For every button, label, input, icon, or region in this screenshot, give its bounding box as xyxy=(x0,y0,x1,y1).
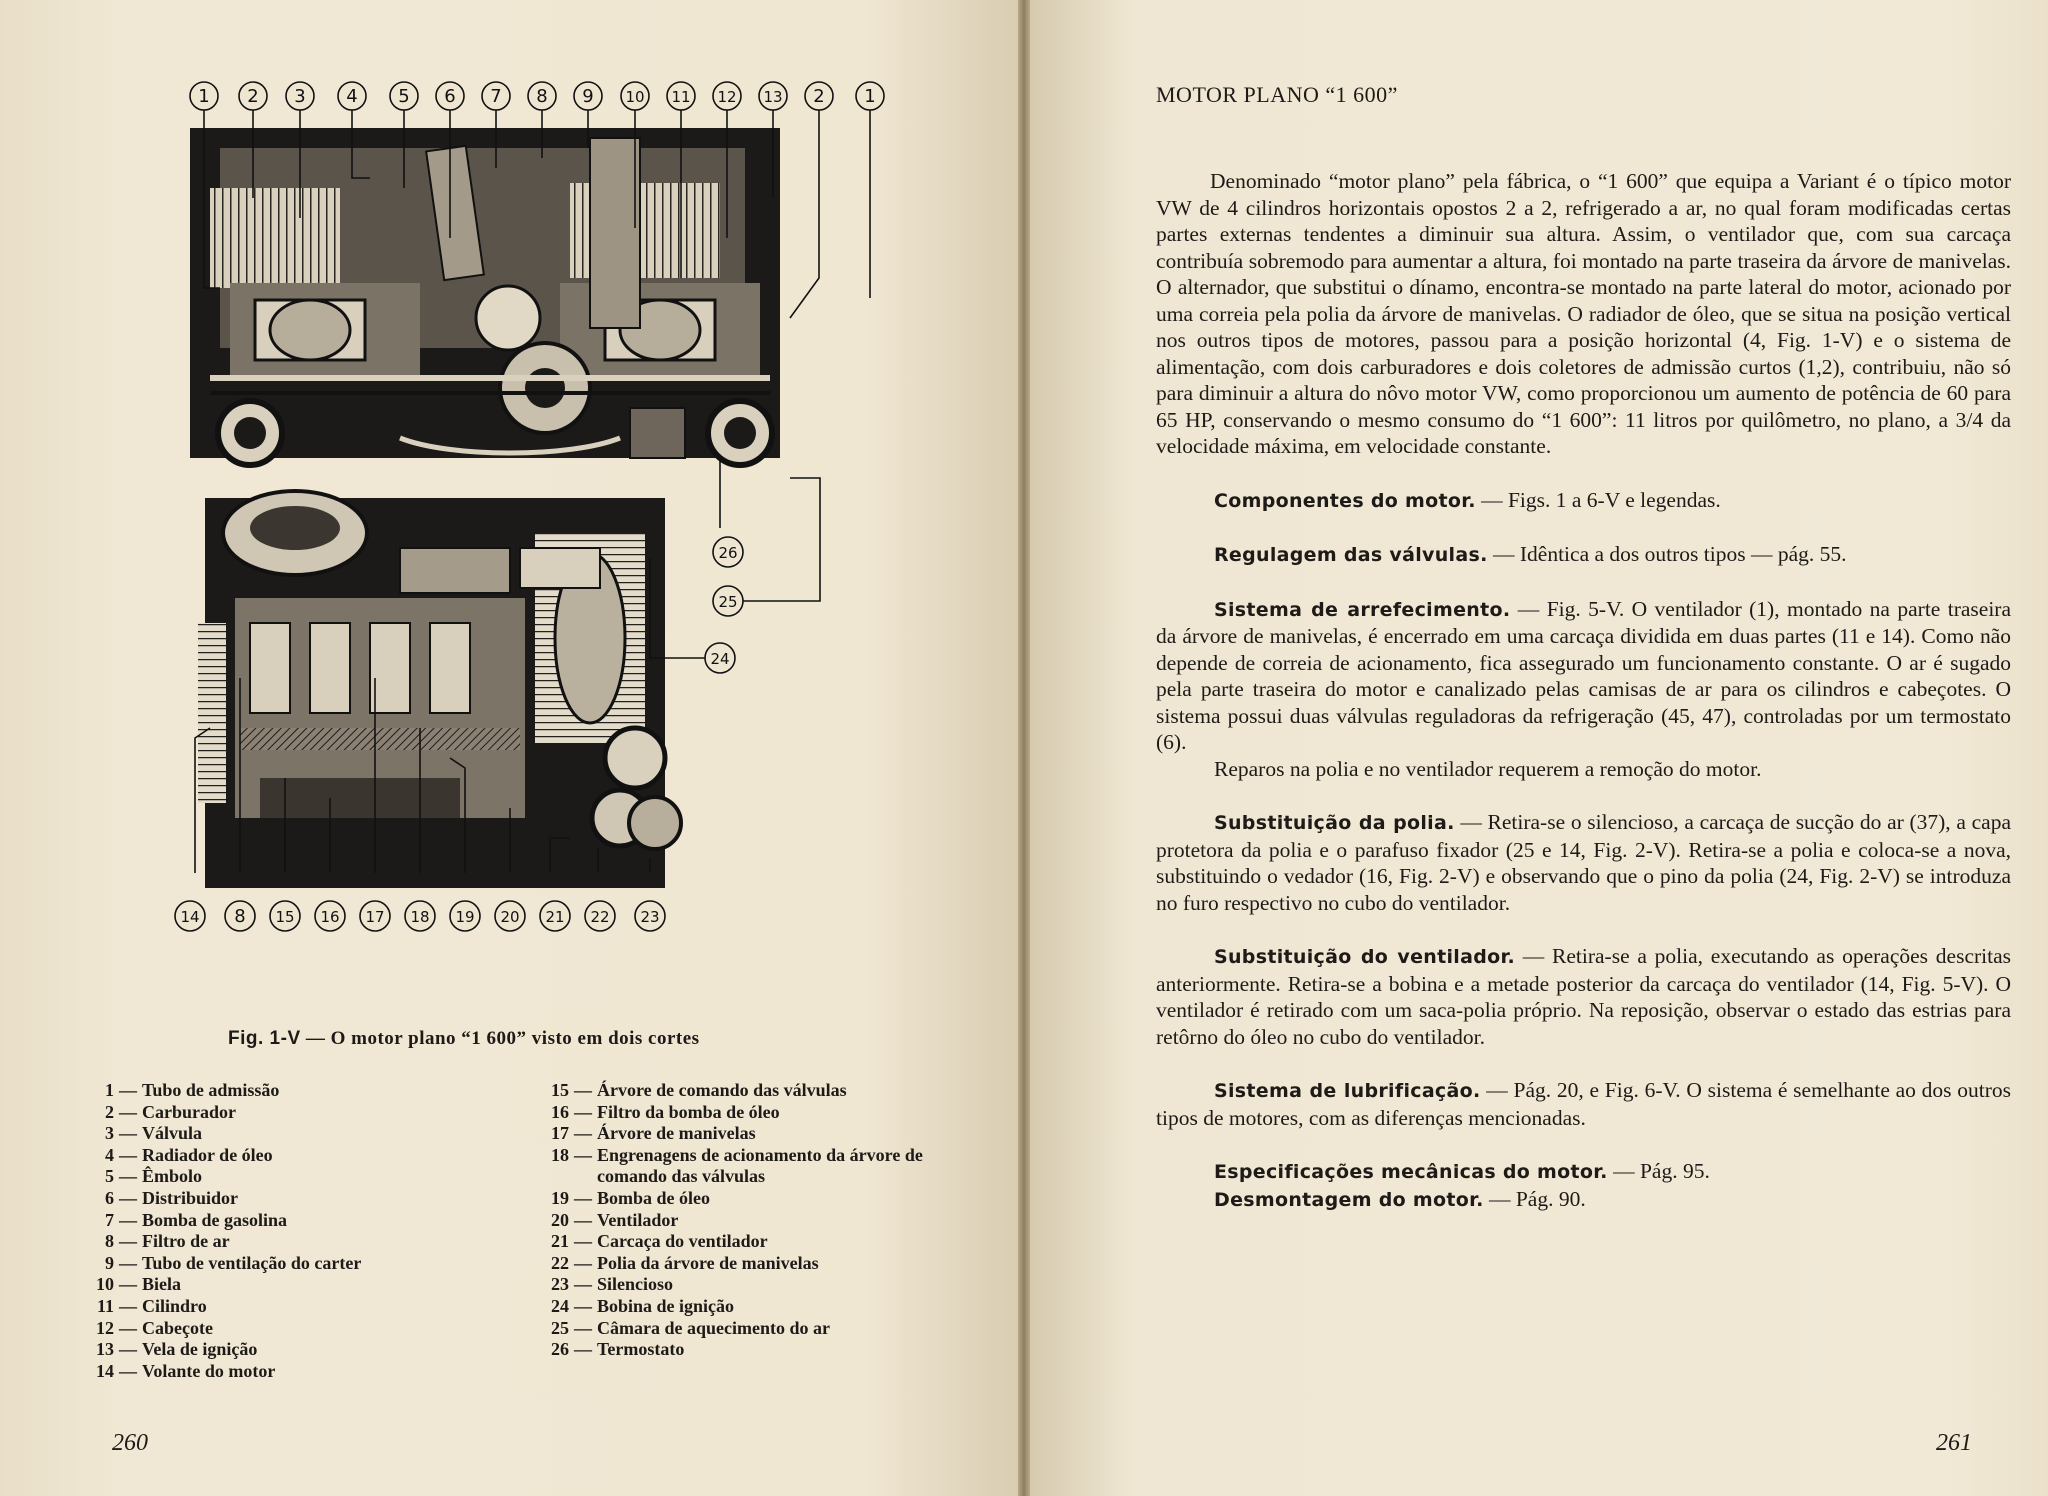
legend-dash: — xyxy=(574,1101,592,1122)
legend-text: Bomba de gasolina xyxy=(142,1209,288,1230)
legend-dash: — xyxy=(574,1274,592,1295)
legend-text: Vela de ignição xyxy=(142,1339,258,1360)
svg-text:26: 26 xyxy=(718,544,738,562)
legend-number: 5 xyxy=(105,1166,114,1187)
legend-number: 10 xyxy=(96,1274,114,1295)
callout-9 xyxy=(574,82,602,110)
section-paragraph xyxy=(1156,596,2011,756)
legend-number: 25 xyxy=(551,1317,569,1338)
legend-number: 7 xyxy=(105,1209,114,1230)
legend-right xyxy=(535,1080,975,1361)
section-heading: Desmontagem do motor. xyxy=(1214,1188,1484,1211)
legend-number: 22 xyxy=(551,1252,569,1273)
left-page xyxy=(0,0,1018,1496)
callout-1b xyxy=(856,82,884,110)
callouts-top xyxy=(190,82,884,110)
legend-text: Câmara de aquecimento do ar xyxy=(597,1317,830,1338)
svg-text:1: 1 xyxy=(198,86,210,107)
section-paragraph xyxy=(1156,1158,2011,1186)
legend-item xyxy=(535,1080,975,1102)
legend-number: 24 xyxy=(551,1295,569,1316)
section-text: Figs. 1 a 6-V e legendas. xyxy=(1507,487,1721,512)
legend-text: Ventilador xyxy=(597,1209,679,1230)
section-heading: Substituição da polia. xyxy=(1214,812,1455,834)
legend-dash: — xyxy=(574,1317,592,1338)
svg-text:19: 19 xyxy=(455,908,475,926)
legend-number: 11 xyxy=(96,1295,114,1316)
legend-dash: — xyxy=(119,1187,137,1208)
legend-item xyxy=(80,1080,520,1102)
legend-item xyxy=(80,1145,520,1167)
section-text: Pág. 20, e Fig. 6-V. O sistema é semelhante ao dos outros tipos de motores, com as diferenças mencionadas. xyxy=(1156,1078,2012,1130)
legend-text: Engrenagens de acionamento da árvore de comando das válvulas xyxy=(597,1144,923,1187)
section-paragraph xyxy=(1156,1077,2011,1131)
callout-11 xyxy=(667,82,695,110)
legend-dash: — xyxy=(119,1144,137,1165)
svg-text:22: 22 xyxy=(590,908,610,926)
legend-number: 9 xyxy=(105,1252,114,1273)
legend-item xyxy=(80,1166,520,1188)
svg-text:24: 24 xyxy=(710,650,730,668)
legend-dash: — xyxy=(119,1339,137,1360)
callout-6 xyxy=(436,82,464,110)
svg-text:4: 4 xyxy=(346,86,358,107)
page-title: MOTOR PLANO “1 600” xyxy=(1156,82,1398,107)
section-dash: — xyxy=(1613,1159,1635,1183)
legend-dash: — xyxy=(119,1166,137,1187)
svg-text:20: 20 xyxy=(500,908,520,926)
legend-number: 18 xyxy=(551,1144,569,1165)
legend-number: 16 xyxy=(551,1101,569,1122)
svg-text:6: 6 xyxy=(444,86,456,107)
svg-text:5: 5 xyxy=(398,86,410,107)
legend-dash: — xyxy=(574,1295,592,1316)
callout-12 xyxy=(713,82,741,110)
legend-dash: — xyxy=(119,1274,137,1295)
legend-number: 13 xyxy=(96,1339,114,1360)
legend-dash: — xyxy=(119,1317,137,1338)
legend-dash: — xyxy=(119,1295,137,1316)
legend-text: Cabeçote xyxy=(142,1317,213,1338)
section-extra-paragraph: Reparos na polia e no ventilador requerem a remoção do motor. xyxy=(1214,756,1762,781)
callout-18 xyxy=(405,901,435,931)
legend-number: 4 xyxy=(105,1144,114,1165)
callout-20 xyxy=(495,901,525,931)
callout-5 xyxy=(390,82,418,110)
legend-dash: — xyxy=(119,1360,137,1381)
svg-text:21: 21 xyxy=(545,908,565,926)
section-heading: Especificações mecânicas do motor. xyxy=(1214,1161,1608,1183)
callout-8 xyxy=(528,82,556,110)
callout-2 xyxy=(239,82,267,110)
svg-text:8: 8 xyxy=(234,906,246,927)
legend-item xyxy=(80,1318,520,1340)
section-text: Pág. 95. xyxy=(1639,1159,1710,1183)
callouts-right xyxy=(705,537,743,673)
legend-dash: — xyxy=(574,1080,592,1100)
svg-text:16: 16 xyxy=(320,908,340,926)
figure-caption-text: O motor plano “1 600” visto em dois cortes xyxy=(330,1028,700,1049)
svg-text:2: 2 xyxy=(813,86,825,107)
legend-item xyxy=(80,1102,520,1124)
legend-text: Silencioso xyxy=(597,1274,674,1295)
section-paragraph xyxy=(1156,541,2011,569)
section-heading: Sistema de arrefecimento. xyxy=(1214,598,1511,621)
svg-text:23: 23 xyxy=(640,908,660,926)
book-spine xyxy=(1018,0,1030,1496)
legend-number: 8 xyxy=(105,1231,114,1252)
section-dash: — xyxy=(1460,810,1482,834)
legend-dash: — xyxy=(119,1231,137,1252)
section-dash: — xyxy=(1522,944,1545,968)
legend-number: 14 xyxy=(96,1360,114,1381)
legend-dash: — xyxy=(574,1252,592,1273)
legend-text: Carcaça do ventilador xyxy=(597,1231,768,1252)
svg-text:13: 13 xyxy=(763,88,783,106)
section-heading: Componentes do motor. xyxy=(1214,489,1476,512)
legend-item xyxy=(535,1102,975,1124)
legend-item xyxy=(535,1318,975,1340)
legend-dash: — xyxy=(574,1144,592,1165)
legend-text: Distribuidor xyxy=(142,1187,239,1208)
legend-text: Bobina de ignição xyxy=(597,1295,735,1316)
legend-number: 19 xyxy=(551,1187,569,1208)
section-heading: Substituição do ventilador. xyxy=(1214,946,1515,968)
legend-number: 15 xyxy=(551,1080,569,1100)
article-body xyxy=(1156,168,2011,1213)
callout-14 xyxy=(175,901,205,931)
callout-22 xyxy=(585,901,615,931)
callout-25 xyxy=(713,586,743,616)
legend-number: 2 xyxy=(105,1101,114,1122)
callout-21 xyxy=(540,901,570,931)
section-paragraph xyxy=(1156,809,2011,916)
legend-item xyxy=(535,1231,975,1253)
legend-text: Cilindro xyxy=(142,1295,207,1316)
legend-item xyxy=(535,1145,975,1188)
legend-number: 20 xyxy=(551,1209,569,1230)
callouts-bottom xyxy=(175,901,665,931)
legend-item xyxy=(80,1274,520,1296)
right-page xyxy=(1030,0,2048,1496)
section-text: Retira-se a polia, executando as operações descritas anteriormente. Retira-se a bobina e a metade posterior da carcaça do ventilador (14, Fig. 5-V). O ventilador é retirado com um saca-polia próprio. Na reposição, observar o estado das estrias para retôrno do óleo no cubo do ventilador. xyxy=(1156,944,2012,1049)
svg-text:25: 25 xyxy=(718,593,738,611)
callout-8b xyxy=(225,901,255,931)
legend-item xyxy=(535,1274,975,1296)
legend-number: 12 xyxy=(96,1317,114,1338)
callout-16 xyxy=(315,901,345,931)
legend-item xyxy=(80,1188,520,1210)
callout-2b xyxy=(805,82,833,110)
legend-dash: — xyxy=(119,1123,137,1144)
legend-dash: — xyxy=(574,1187,592,1208)
svg-text:14: 14 xyxy=(180,908,200,926)
legend-item xyxy=(535,1296,975,1318)
legend-text: Êmbolo xyxy=(142,1166,203,1187)
page-number-left: 260 xyxy=(112,1430,148,1456)
legend-text: Filtro da bomba de óleo xyxy=(597,1101,780,1122)
svg-text:11: 11 xyxy=(671,88,691,106)
legend-item xyxy=(80,1253,520,1275)
page-number-right: 261 xyxy=(1936,1430,1972,1456)
legend-item xyxy=(80,1231,520,1253)
svg-text:17: 17 xyxy=(365,908,385,926)
legend-text: Biela xyxy=(142,1274,181,1295)
legend-text: Árvore de comando das válvulas xyxy=(597,1080,847,1100)
legend-item xyxy=(80,1296,520,1318)
section-dash: — xyxy=(1486,1078,1508,1102)
section-dash: — xyxy=(1517,596,1540,621)
section-heading: Regulagem das válvulas. xyxy=(1214,544,1488,566)
svg-text:18: 18 xyxy=(410,908,430,926)
callout-3 xyxy=(286,82,314,110)
intro-paragraph: Denominado “motor plano” pela fábrica, o “1 600” que equipa a Variant é o típico motor VW de 4 cilindros horizontais opostos 2 a 2, refrigerado a ar, no qual foram modificadas certas partes externas tendentes a diminuir sua altura. Assim, o ventilador que, com sua carcaça contribuía sobremodo para aumentar a altura, foi montado na parte traseira da árvore de manivelas. O alternador, que substitui o dínamo, encontra-se montado na parte lateral do motor, acionado por uma correia pela polia da árvore de manivelas. O radiador de óleo, que se situa na posição vertical nos outros tipos de motores, passou para a posição horizontal (4, Fig. 1-V) e o sistema de alimentação, com dois carburadores e dois coletores de admissão curtos (1,2), contribuiu, não só para diminuir a altura do nôvo motor VW, como proporcionou um aumento de potência de 60 para 65 HP, conservando o mesmo consumo do “1 600”: 11 litros por quilômetro, no plano, a 3/4 da velocidade máxima, em velocidade constante. xyxy=(1156,169,2011,458)
legend-dash: — xyxy=(574,1231,592,1252)
legend-number: 23 xyxy=(551,1274,569,1295)
callout-13 xyxy=(759,82,787,110)
legend-item xyxy=(535,1253,975,1275)
legend-text: Filtro de ar xyxy=(142,1231,230,1252)
legend-item xyxy=(535,1210,975,1232)
section-paragraph xyxy=(1156,943,2011,1050)
legend-dash: — xyxy=(119,1209,137,1230)
legend-item xyxy=(80,1339,520,1361)
legend-item xyxy=(80,1123,520,1145)
legend-item xyxy=(80,1361,520,1383)
callout-24 xyxy=(705,643,735,673)
svg-text:2: 2 xyxy=(247,86,259,107)
legend-text: Carburador xyxy=(142,1101,236,1122)
callout-1 xyxy=(190,82,218,110)
legend-text: Válvula xyxy=(142,1123,203,1144)
svg-text:1: 1 xyxy=(864,86,876,107)
section-text: Pág. 90. xyxy=(1515,1186,1586,1211)
legend-number: 6 xyxy=(105,1187,114,1208)
svg-text:9: 9 xyxy=(582,86,594,107)
legend-text: Tubo de admissão xyxy=(142,1080,280,1100)
engine-side-view xyxy=(198,491,681,888)
legend-number: 21 xyxy=(551,1231,569,1252)
legend-text: Tubo de ventilação do carter xyxy=(142,1252,362,1273)
callout-26 xyxy=(713,537,743,567)
legend-text: Volante do motor xyxy=(142,1360,276,1381)
section-heading: Sistema de lubrificação. xyxy=(1214,1080,1481,1102)
engine-cutaway-figure xyxy=(150,78,910,948)
legend-item xyxy=(80,1210,520,1232)
legend-dash: — xyxy=(574,1339,592,1360)
callout-7 xyxy=(482,82,510,110)
legend-number: 3 xyxy=(105,1123,114,1144)
legend-dash: — xyxy=(574,1209,592,1230)
legend-text: Radiador de óleo xyxy=(142,1144,273,1165)
section-dash: — xyxy=(1493,542,1515,566)
section-text: Idêntica a dos outros tipos — pág. 55. xyxy=(1519,542,1847,566)
figure-caption-label: Fig. 1-V xyxy=(228,1028,301,1049)
legend-dash: — xyxy=(119,1252,137,1273)
section-paragraph xyxy=(1156,1186,2011,1214)
legend-text: Termostato xyxy=(597,1339,685,1360)
callout-19 xyxy=(450,901,480,931)
legend-number: 26 xyxy=(551,1339,569,1360)
svg-text:7: 7 xyxy=(490,86,502,107)
section-dash: — xyxy=(1488,1186,1511,1211)
legend-text: Árvore de manivelas xyxy=(597,1123,756,1144)
figure-caption xyxy=(228,1028,700,1050)
callout-23 xyxy=(635,901,665,931)
svg-text:3: 3 xyxy=(294,86,306,107)
legend-item xyxy=(535,1188,975,1210)
section-dash: — xyxy=(1481,487,1503,512)
callout-10 xyxy=(621,82,649,110)
sections xyxy=(1156,487,2011,1214)
legend-dash: — xyxy=(119,1080,137,1100)
svg-text:15: 15 xyxy=(275,908,295,926)
figure-caption-dash: — xyxy=(305,1028,326,1049)
legend-item xyxy=(535,1339,975,1361)
legend-text: Bomba de óleo xyxy=(597,1187,711,1208)
legend-number: 1 xyxy=(105,1080,114,1100)
legend-dash: — xyxy=(574,1123,592,1144)
legend-dash: — xyxy=(119,1101,137,1122)
section-paragraph xyxy=(1156,487,2011,515)
callout-4 xyxy=(338,82,366,110)
legend-left xyxy=(80,1080,520,1382)
section-text: Retira-se o silencioso, a carcaça de sucção do ar (37), a capa protetora da polia e o parafuso fixador (25 e 14, Fig. 2-V). Retira-se a polia e coloca-se a nova, substituindo o vedador (16, Fig. 2-V) e observando que o pino da polia (24, Fig. 2-V) se introduza no furo respectivo no cubo do ventilador. xyxy=(1156,810,2012,915)
engine-top-view xyxy=(190,128,780,465)
section-text: Fig. 5-V. O ventilador (1), montado na parte traseira da árvore de manivelas, é encerrado em uma carcaça dividida em duas partes (11 e 14). Como não depende de correia de acionamento, fica assegurado um funcionamento constante. O ar é sugado pela parte traseira do motor e canalizado pelas camisas de ar para os cilindros e cabeçotes. O sistema possui duas válvulas reguladoras da refrigeração (45, 47), controladas por um termostato (6). xyxy=(1156,596,2012,754)
svg-text:12: 12 xyxy=(717,88,737,106)
legend-text: Polia da árvore de manivelas xyxy=(597,1252,819,1273)
svg-text:8: 8 xyxy=(536,86,548,107)
callout-17 xyxy=(360,901,390,931)
legend-item xyxy=(535,1123,975,1145)
callout-15 xyxy=(270,901,300,931)
legend-number: 17 xyxy=(551,1123,569,1144)
svg-text:10: 10 xyxy=(625,88,645,106)
